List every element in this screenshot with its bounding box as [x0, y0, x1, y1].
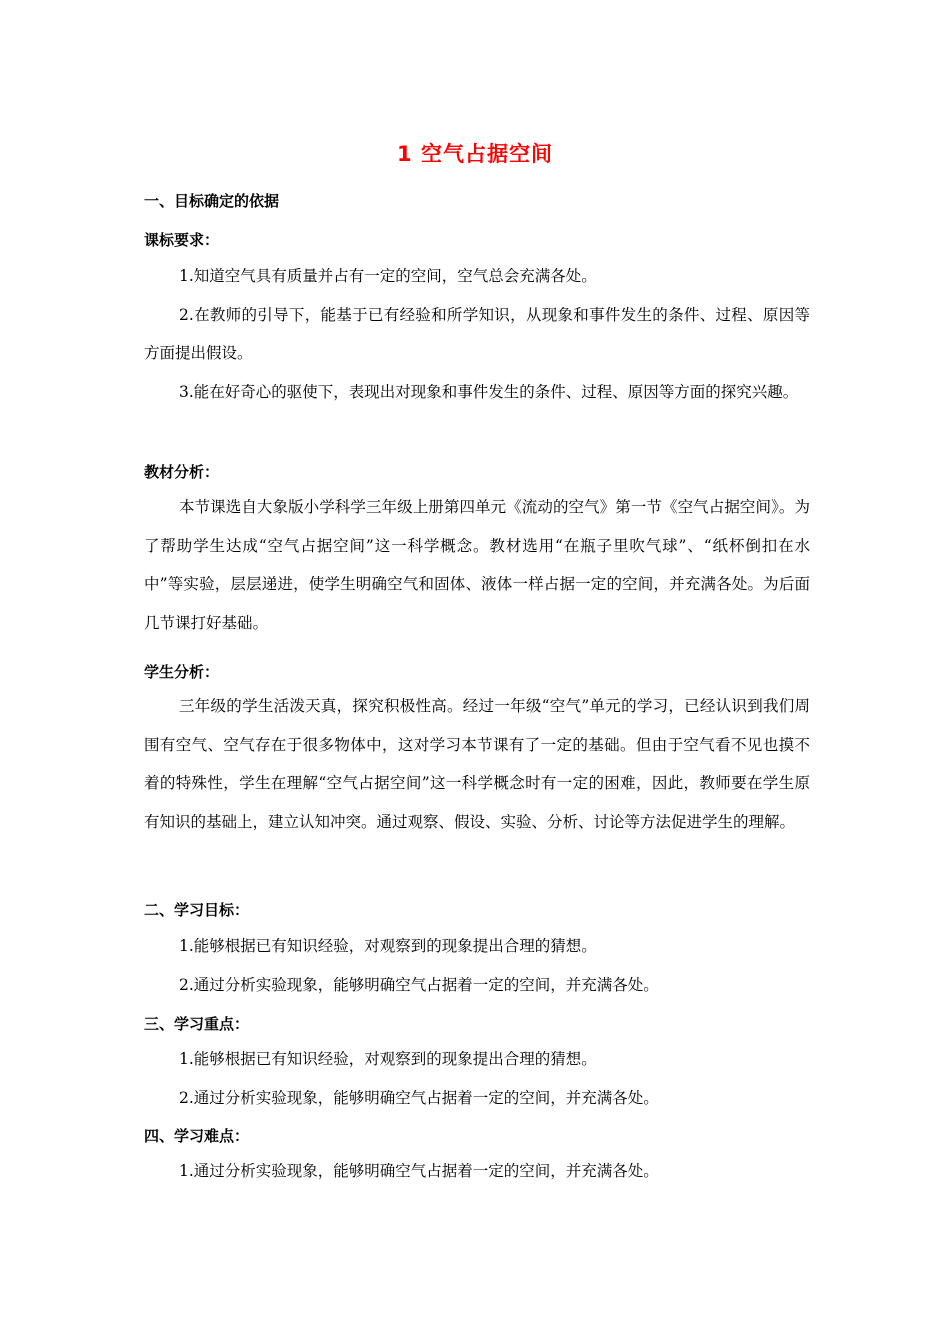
key-points-list [144, 1040, 810, 1117]
document-title: 1 空气占据空间 [397, 142, 553, 166]
difficult-points-heading: 四、学习难点： [144, 1127, 250, 1145]
curriculum-heading: 课标要求： [144, 231, 220, 249]
curriculum-item-2: 2.在教师的引导下，能基于已有经验和所学知识，从现象和事件发生的条件、过程、原因等方面提出假设。 [144, 305, 810, 362]
basis-heading: 一、目标确定的依据 [144, 192, 280, 210]
student-analysis [144, 687, 810, 841]
curriculum-item-3: 3.能在好奇心的驱使下，表现出对现象和事件发生的条件、过程、原因等方面的探究兴趣。 [179, 382, 799, 401]
key-item-2: 2.通过分析实验现象，能够明确空气占据着一定的空间，并充满各处。 [179, 1088, 659, 1107]
textbook-paragraph: 本节课选自大象版小学科学三年级上册第四单元《流动的空气》第一节《空气占据空间》。为了帮助学生达成“空气占据空间”这一科学概念。教材选用“在瓶子里吹气球”、“纸杯倒扣在水中”等实验，层层递进，使学生明确空气和固体、液体一样占据一定的空间，并充满各处。为后面几节课打好基础。 [144, 498, 810, 632]
key-item-1: 1.能够根据已有知识经验，对观察到的现象提出合理的猜想。 [179, 1050, 597, 1068]
goal-item-1: 1.能够根据已有知识经验，对观察到的现象提出合理的猜想。 [179, 937, 597, 955]
goals-heading: 二、学习目标： [144, 901, 250, 919]
curriculum-item-1: 1.知道空气具有质量并占有一定的空间，空气总会充满各处。 [179, 267, 597, 285]
student-heading: 学生分析： [144, 663, 220, 681]
key-points-heading: 三、学习重点： [144, 1015, 250, 1033]
goals-list [144, 927, 810, 1004]
textbook-analysis [144, 488, 810, 642]
curriculum-list [144, 257, 810, 411]
textbook-heading: 教材分析： [144, 463, 220, 481]
difficult-item-1: 1.通过分析实验现象，能够明确空气占据着一定的空间，并充满各处。 [179, 1162, 659, 1180]
student-paragraph: 三年级的学生活泼天真，探究积极性高。经过一年级“空气”单元的学习，已经认识到我们周围有空气、空气存在于很多物体中，这对学习本节课有了一定的基础。但由于空气看不见也摸不着的特殊性，学生在理解“空气占据空间”这一科学概念时有一定的困难，因此，教师要在学生原有知识的基础上，建立认知冲突。通过观察、假设、实验、分析、讨论等方法促进学生的理解。 [144, 697, 810, 831]
difficult-points-list [144, 1152, 810, 1191]
goal-item-2: 2.通过分析实验现象，能够明确空气占据着一定的空间，并充满各处。 [179, 975, 659, 994]
